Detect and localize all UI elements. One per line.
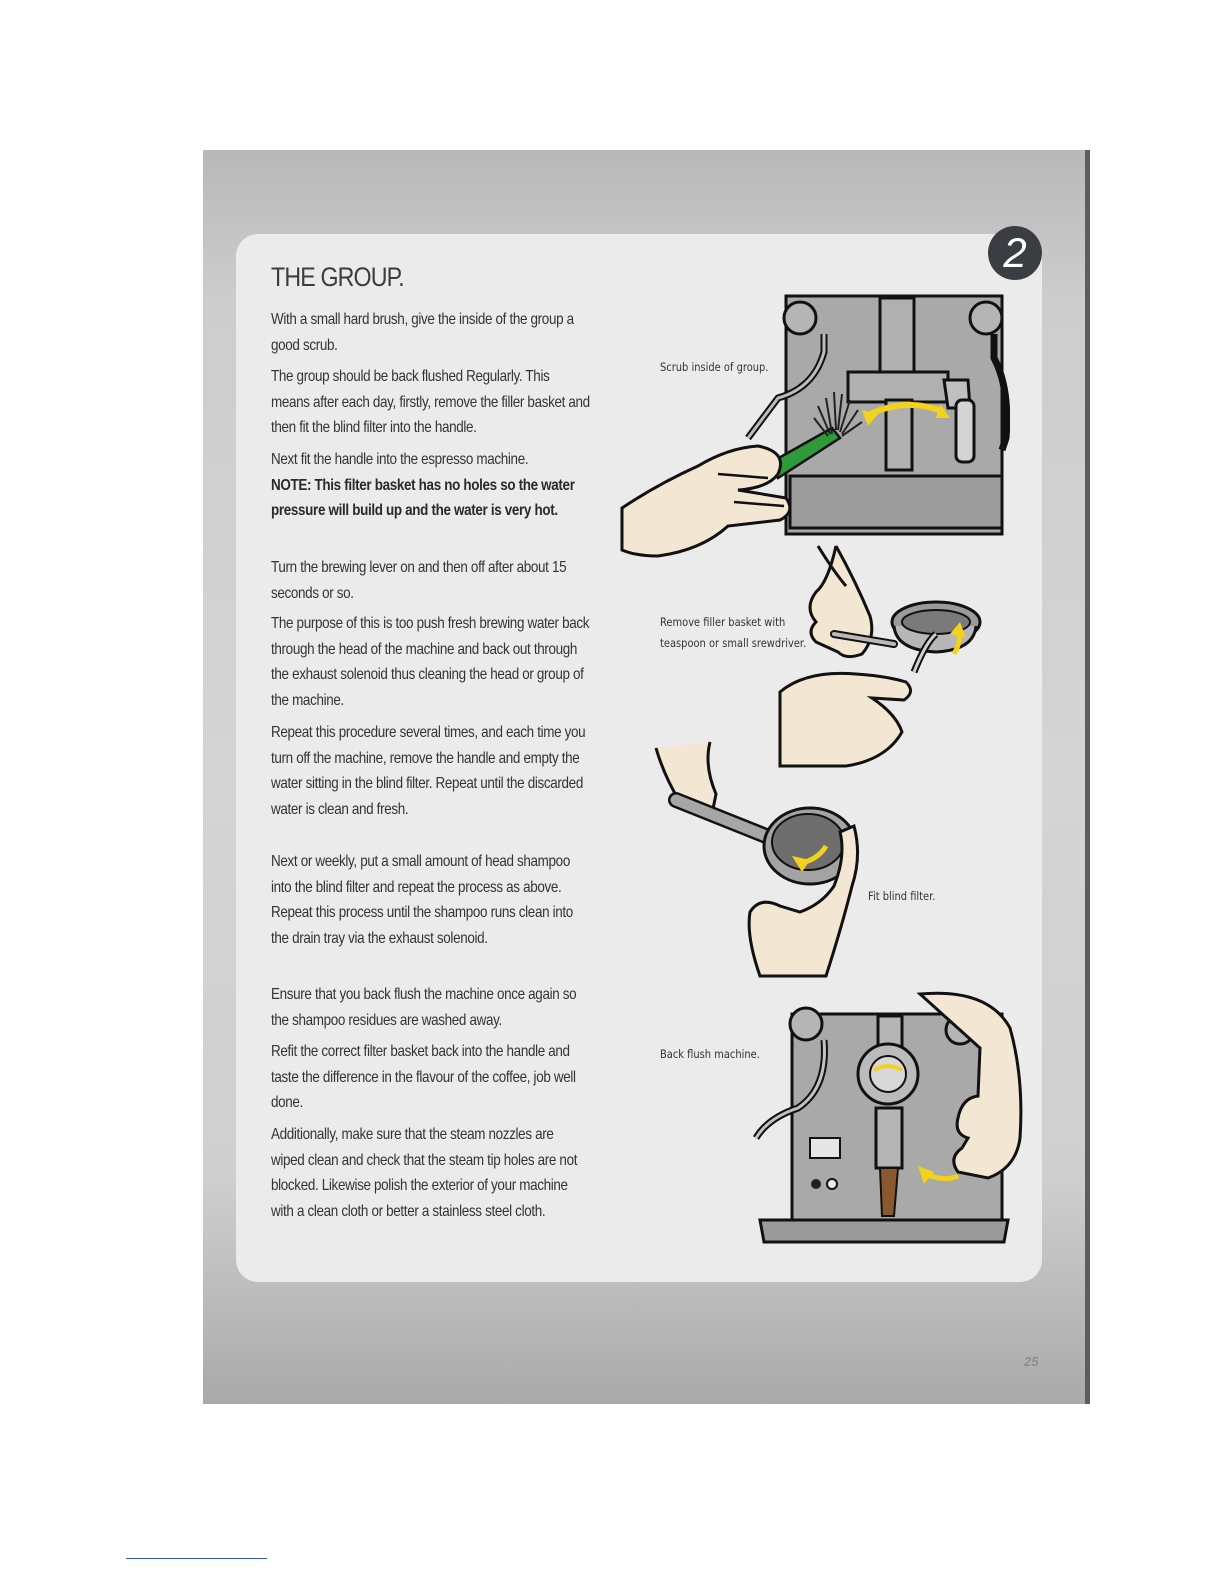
caption-flush: Back flush machine. [660,1047,760,1061]
group-head [876,1108,902,1168]
caption-scrub: Scrub inside of group. [660,360,769,374]
paragraph-flush-again [271,982,590,1033]
paragraph-text: Next or weekly, put a small amount of head shampoo into the blind filter and repeat the process as above. Repeat this process until the shampoo runs clean into the drain tray via the exhaust solenoid. [271,853,573,947]
warning-note: NOTE: This filter basket has no holes so the water pressure will build up and the water is very hot. [271,476,575,519]
filter-handle [956,400,974,462]
switch-icon [827,1179,837,1189]
group-column [880,298,914,378]
steam-knob-icon [790,1008,822,1040]
illustration-fit-blind-filter [650,736,862,980]
paragraph-text: The group should be back flushed Regularly. This means after each day, firstly, remove the filler basket and then fit the blind filter into the handle. [271,368,590,436]
page-number: 25 [1024,1354,1039,1369]
water-knob-icon [970,302,1002,334]
illustration-back-flush [748,988,1024,1250]
page-title: THE GROUP. [271,262,404,292]
paragraph-text: With a small hard brush, give the inside of the group a good scrub. [271,311,574,354]
footnote-rule [126,1558,267,1559]
paragraph-back-flush [271,364,590,441]
page-edge-shadow [1085,150,1090,1404]
paragraph-steam [271,1122,590,1224]
caption-remove-line1: Remove filler basket with [660,615,786,629]
paragraph-text: The purpose of this is too push fresh brewing water back through the head of the machine and back out through the exhaust solenoid thus cleaning the head or group of the machine. [271,615,590,709]
group-spout [886,400,912,470]
steam-knob-icon [784,302,816,334]
discharged-water [880,1168,898,1216]
hand-holding-brush [622,446,790,556]
paragraph-brush [271,307,590,358]
paragraph-text: Ensure that you back flush the machine once again so the shampoo residues are washed away. [271,986,577,1029]
temperature-gauge-icon [810,1138,840,1158]
caption-remove-line2: teaspoon or small srewdriver. [660,636,807,650]
paragraph-purpose [271,611,590,713]
paragraph-fit-handle [271,447,590,524]
paragraph-lever [271,555,590,606]
caption-fit: Fit blind filter. [868,889,936,903]
step-number-badge [988,226,1042,280]
step-number: 2 [1003,229,1027,276]
indicator-light-icon [811,1179,821,1189]
paragraph-text: Repeat this procedure several times, and each time you turn off the machine, remove the handle and empty the water sitting in the blind filter. Repeat until the discarded water is clean and fresh. [271,724,586,818]
group-head [848,372,948,402]
drip-tray [760,1220,1008,1242]
paragraph-repeat [271,720,590,822]
illustration-scrub-group [618,288,1010,580]
paragraph-text: Additionally, make sure that the steam nozzles are wiped clean and check that the steam tip holes are not blocked. Likewise polish the exterior of your machine with a clean cloth or better a stainless steel cloth. [271,1126,578,1220]
paragraph-shampoo [271,849,590,951]
paragraph-text: Refit the correct filter basket back into the handle and taste the difference in the flavour of the coffee, job well done. [271,1043,576,1111]
paragraph-text: Next fit the handle into the espresso machine. [271,451,529,468]
drip-tray [790,476,1002,528]
paragraph-text: Turn the brewing lever on and then off after about 15 seconds or so. [271,559,567,602]
paragraph-refit [271,1039,590,1116]
illustration-remove-basket [776,542,986,768]
